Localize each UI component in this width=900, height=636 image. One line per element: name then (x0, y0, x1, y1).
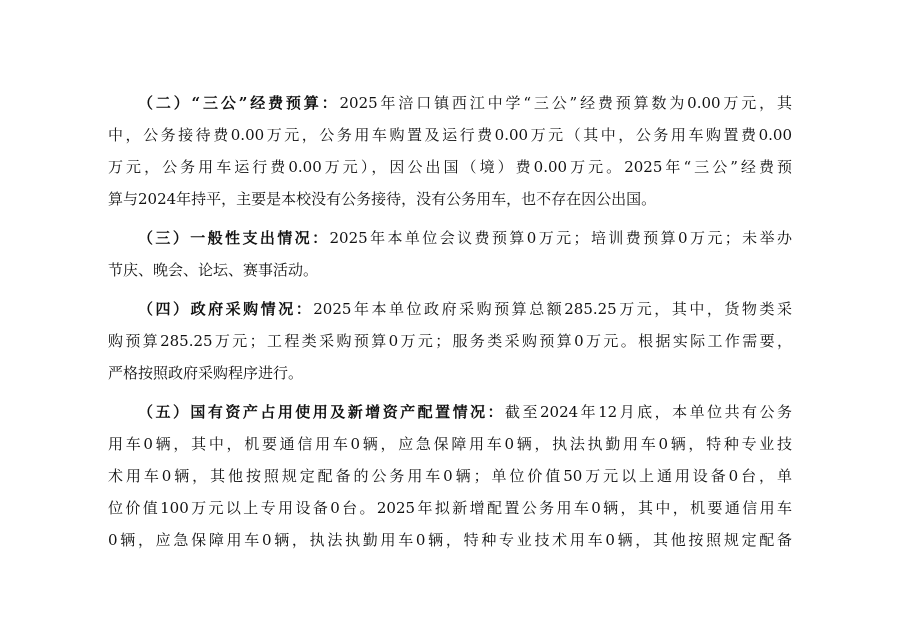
paragraph-line: 中，公务接待费0.00万元，公务用车购置及运行费0.00万元（其中，公务用车购置费0.00 (108, 126, 792, 144)
paragraph-line: 万元，公务用车运行费0.00万元），因公出国（境）费0.00万元。2025年“三公”经费预 (108, 158, 792, 176)
paragraph-line: 0辆，应急保障用车0辆，执法执勤用车0辆，特种专业技术用车0辆，其他按照规定配备 (108, 531, 792, 549)
paragraph-line: 术用车0辆，其他按照规定配备的公务用车0辆；单位价值50万元以上通用设备0台，单 (108, 467, 792, 485)
paragraph-line (108, 293, 792, 325)
paragraph-line: 用车0辆，其中，机要通信用车0辆，应急保障用车0辆，执法执勤用车0辆，特种专业技 (108, 435, 792, 453)
paragraph-line: 严格按照政府采购程序进行。 (108, 364, 304, 382)
paragraph-text: 截至2024年12月底，本单位共有公务 (505, 403, 792, 421)
section-heading: （五）国有资产占用使用及新增资产配置情况： (138, 403, 506, 421)
paragraph-line (108, 396, 792, 428)
paragraph-line (108, 87, 792, 119)
paragraph-state-assets (108, 396, 792, 556)
paragraph-government-procurement (108, 293, 792, 389)
paragraph-line (108, 222, 792, 254)
paragraph-line: 购预算285.25万元；工程类采购预算0万元；服务类采购预算0万元。根据实际工作需要， (108, 332, 792, 350)
paragraph-sangong-budget (108, 87, 792, 215)
paragraph-text: 2025年本单位政府采购预算总额285.25万元，其中，货物类采 (313, 300, 792, 318)
paragraph-text: 2025年涪口镇西江中学“三公”经费预算数为0.00万元，其 (339, 94, 792, 112)
section-heading: （二）“三公”经费预算： (138, 94, 340, 112)
paragraph-text: 2025年本单位会议费预算0万元；培训费预算0万元；未举办 (329, 229, 792, 247)
paragraph-line: 位价值100万元以上专用设备0台。2025年拟新增配置公务用车0辆，其中，机要通信用车 (108, 499, 792, 517)
paragraph-general-expenditure (108, 222, 792, 286)
paragraph-line: 节庆、晚会、论坛、赛事活动。 (108, 261, 319, 279)
section-heading: （四）政府采购情况： (138, 300, 314, 318)
paragraph-line: 算与2024年持平，主要是本校没有公务接待，没有公务用车，也不存在因公出国。 (108, 190, 657, 208)
document-body (108, 87, 792, 556)
section-heading: （三）一般性支出情况： (138, 229, 330, 247)
